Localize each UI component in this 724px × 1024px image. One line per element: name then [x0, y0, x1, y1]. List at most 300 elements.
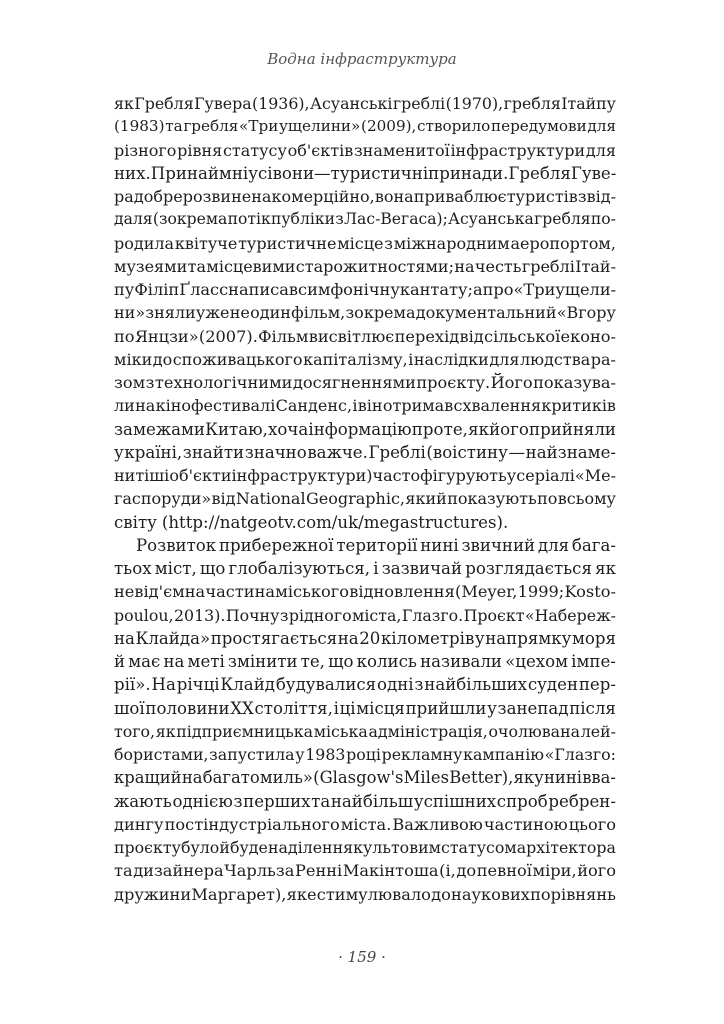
word: пу	[114, 280, 135, 299]
word: шої	[114, 698, 145, 718]
word: квітуче	[174, 233, 238, 253]
word: розвинена	[182, 187, 272, 206]
word: колись	[356, 652, 417, 671]
word: споживацького	[172, 349, 303, 369]
word: Ренні	[294, 861, 343, 881]
word: об'єктів	[287, 140, 354, 160]
word: симфонічну	[298, 280, 400, 299]
word: сільської	[484, 326, 561, 346]
word: і	[373, 559, 379, 578]
page-number: · 159 ·	[338, 948, 386, 966]
word: яку	[513, 768, 544, 788]
word: комерційно,	[271, 187, 375, 206]
word: технологічними	[154, 373, 293, 392]
word: Гуве-	[570, 163, 617, 183]
word: рекламну	[381, 745, 463, 764]
text-line	[114, 511, 616, 534]
body-text	[114, 92, 616, 906]
text-line	[114, 371, 616, 394]
word: наділення	[267, 838, 354, 857]
word: як	[114, 94, 134, 113]
text-line	[114, 813, 616, 836]
word: для	[587, 117, 616, 136]
text-line	[114, 208, 616, 231]
word: прибережної	[218, 535, 334, 555]
word: цього	[568, 814, 616, 834]
word: (1936),	[252, 94, 310, 113]
text-line	[114, 790, 616, 813]
word: усі	[248, 163, 273, 183]
word: Важливою	[392, 814, 483, 834]
word: певної	[476, 861, 532, 881]
word: перших	[243, 791, 311, 811]
word: міського	[275, 582, 350, 602]
word: ребрен-	[548, 791, 616, 811]
word: людства	[519, 349, 591, 369]
word: Асуанська	[448, 210, 534, 229]
word: та	[311, 791, 331, 811]
word: передумови	[490, 117, 587, 136]
word: найбільших	[424, 675, 528, 695]
word: міська	[313, 721, 368, 741]
word: проєкту	[114, 838, 181, 857]
word: еконо-	[560, 326, 616, 346]
word: фігурують	[420, 466, 507, 485]
word: до	[152, 349, 173, 369]
word: один	[250, 303, 291, 323]
word: інфраструктури)	[231, 466, 373, 485]
word: добре	[133, 187, 183, 206]
text-line	[114, 720, 616, 743]
text-line	[114, 627, 616, 650]
word: успішних	[413, 791, 497, 811]
text-line	[114, 139, 616, 162]
word: для	[585, 140, 616, 160]
word: й	[114, 652, 126, 671]
text-line	[114, 418, 616, 441]
word: старожитностями;	[295, 256, 454, 276]
text-line	[114, 557, 616, 580]
text-line	[114, 232, 616, 255]
word: до	[431, 884, 451, 904]
word: місцевими	[206, 256, 296, 276]
word: році	[346, 745, 381, 764]
word: (1970),	[445, 94, 504, 113]
word: та	[165, 117, 183, 136]
text-line	[114, 185, 616, 208]
word: імпе-	[571, 652, 616, 671]
word: «Три	[239, 117, 279, 136]
word: пер-	[578, 675, 616, 695]
word: гребля	[534, 210, 591, 229]
word: Фільм	[258, 326, 309, 346]
word: міста,	[352, 605, 402, 625]
text-line	[114, 348, 616, 371]
word: приваблює	[413, 187, 507, 206]
word: 1999;	[517, 582, 565, 602]
word: Лас-Вегаса);	[344, 210, 448, 229]
word: Geographic,	[305, 489, 406, 509]
word: нині	[543, 768, 582, 788]
word: змінити	[227, 652, 298, 671]
word: багато	[202, 768, 260, 788]
word: називали	[420, 652, 502, 671]
word: на	[454, 256, 475, 276]
word: архітектора	[516, 838, 616, 857]
word: кращий	[114, 768, 182, 788]
word: показують	[447, 489, 537, 509]
text-line	[114, 255, 616, 278]
word: «Набереж-	[524, 605, 616, 625]
word: світу	[114, 512, 157, 532]
word: що	[328, 652, 354, 671]
running-header: Водна інфраструктура	[267, 50, 457, 68]
word: серіалі	[516, 466, 575, 485]
word: найзнаме-	[525, 442, 616, 462]
word: знаменитої	[353, 140, 450, 160]
word: глобалізуються,	[228, 559, 370, 578]
word: об'єкти	[169, 466, 232, 485]
word: зняли	[145, 303, 196, 323]
word: Ітай-	[575, 256, 616, 276]
word: відновлення	[349, 582, 455, 602]
word: кінофестивалі	[155, 396, 276, 416]
word: буде	[229, 838, 268, 857]
text-line	[114, 441, 616, 464]
word: Kosto-	[564, 582, 616, 602]
word: для	[537, 535, 570, 555]
word: на	[181, 768, 203, 788]
word: нині	[420, 535, 459, 555]
word: на	[337, 628, 359, 648]
word: інформацію	[308, 419, 412, 439]
word: статусом	[440, 838, 517, 857]
word: у	[487, 698, 497, 718]
word: жають	[114, 791, 172, 811]
word: Ітайпу	[561, 94, 616, 113]
text-line	[114, 604, 616, 627]
word: (2007).	[198, 326, 258, 346]
word: очолювана	[488, 721, 581, 741]
word: туристичне	[238, 233, 337, 253]
word: —	[508, 442, 526, 462]
word: адміністрація,	[368, 721, 488, 741]
word: тьох	[114, 559, 152, 578]
word: з	[384, 233, 393, 253]
word: створило	[417, 117, 491, 136]
word: стимулювало	[316, 884, 431, 904]
word: «Три	[513, 280, 556, 299]
word: poulou,	[114, 605, 174, 625]
word: (Meyer,	[455, 582, 518, 602]
text-line	[114, 534, 616, 557]
word: від	[211, 489, 236, 509]
text-line	[114, 278, 616, 301]
word: —	[314, 163, 331, 183]
word: простягається	[210, 628, 338, 648]
word: занепад	[497, 698, 569, 718]
paragraph-2	[114, 534, 616, 906]
word: Янцзи»	[134, 326, 199, 346]
word: перехід	[394, 326, 460, 346]
word: Гувера	[194, 94, 252, 113]
word: аеропортом,	[510, 233, 616, 253]
word: до	[456, 861, 477, 881]
word: ущели-	[555, 280, 617, 299]
word: 2013).	[174, 605, 226, 625]
word: 1983	[305, 745, 346, 764]
text-line	[114, 859, 616, 882]
word: найбільш	[330, 791, 414, 811]
word: міки	[114, 349, 153, 369]
word: туристичні	[330, 163, 429, 183]
word: розглядається	[465, 559, 592, 578]
word: звичний	[461, 535, 536, 555]
word: потік	[227, 210, 271, 229]
word: рівня	[177, 140, 223, 160]
word: (зокрема	[152, 210, 228, 229]
word: уже	[195, 303, 230, 323]
word: принади.	[428, 163, 509, 183]
word: миль»	[259, 768, 313, 788]
word: кантату;	[399, 280, 473, 299]
text-line	[114, 162, 616, 185]
word: ці	[339, 698, 356, 718]
word: про	[482, 280, 514, 299]
word: рії».	[114, 675, 151, 695]
word: та	[114, 861, 133, 881]
text-line	[114, 883, 616, 906]
word: як	[155, 721, 176, 741]
word: дружини	[114, 884, 192, 904]
word: у	[114, 442, 124, 462]
word: місця	[356, 698, 405, 718]
text-line	[114, 394, 616, 417]
word: Клайд	[220, 675, 275, 695]
word: у	[506, 466, 517, 485]
word: як	[468, 419, 489, 439]
word: вона	[374, 187, 414, 206]
word: зазвичай	[381, 559, 463, 578]
word: вва-	[582, 768, 616, 788]
word: звід-	[577, 187, 616, 206]
word: з	[335, 210, 344, 229]
paragraph-1	[114, 92, 616, 534]
word: не	[229, 303, 250, 323]
word: який	[405, 489, 447, 509]
word: написав	[228, 280, 299, 299]
word: по	[114, 326, 135, 346]
word: капіталізму,	[303, 349, 408, 369]
word: будувалися	[275, 675, 377, 695]
word: Асуанські	[310, 94, 393, 113]
word: греблі	[392, 94, 446, 113]
word: межами	[133, 419, 205, 439]
word: як	[595, 559, 616, 578]
word: яке	[286, 884, 317, 904]
word: після	[569, 698, 616, 718]
word: прийняли	[529, 419, 616, 439]
word: схвалення	[453, 396, 542, 416]
word: (http://natgeotv.com/uk/megastructures).	[161, 512, 509, 532]
word: рідного	[288, 605, 352, 625]
text-line	[114, 325, 616, 348]
text-line	[114, 650, 616, 673]
word: різного	[114, 140, 177, 160]
word: з	[233, 791, 243, 811]
word: музеями	[114, 256, 188, 276]
word: спроб	[496, 791, 548, 811]
word: і	[352, 396, 358, 416]
word: важче.	[307, 442, 368, 462]
word: (1983)	[114, 117, 165, 136]
word: річці	[176, 675, 220, 695]
word: 20	[359, 628, 381, 648]
word: туристів	[506, 187, 578, 206]
word: ли	[114, 396, 135, 416]
word: підприємницька	[176, 721, 313, 741]
word: культовим	[353, 838, 441, 857]
word: «цехом	[505, 652, 569, 671]
word: по	[537, 489, 558, 509]
text-line	[114, 580, 616, 603]
text-line	[114, 115, 616, 138]
word: Ґласс	[179, 280, 229, 299]
word: з	[145, 373, 155, 392]
word: й	[219, 838, 230, 857]
word: «Глазго:	[544, 745, 616, 764]
word: з	[414, 675, 424, 695]
word: (Glasgow's	[313, 768, 404, 788]
word: по-	[590, 210, 616, 229]
word: проєкту.	[416, 373, 491, 392]
word: а	[472, 280, 483, 299]
word: National	[235, 489, 306, 509]
word: (2009),	[361, 117, 417, 136]
word: Філіп	[134, 280, 180, 299]
word: однією	[172, 791, 233, 811]
word: кампанію	[463, 745, 544, 764]
text-line	[114, 836, 616, 859]
word: досягненнями	[292, 373, 416, 392]
word: дизайнера	[133, 861, 224, 881]
word: Почну	[225, 605, 280, 625]
word: родила	[114, 233, 175, 253]
word: ущелини»	[279, 117, 361, 136]
word: бага-	[571, 535, 616, 555]
word: Китаю,	[205, 419, 268, 439]
word: Глазго.	[401, 605, 464, 625]
word: зокрема	[345, 303, 416, 323]
word: вони	[272, 163, 315, 183]
word: знайти	[182, 442, 245, 462]
word: наукових	[451, 884, 530, 904]
word: зом	[114, 373, 146, 392]
word: Better),	[449, 768, 514, 788]
word: Гребля	[134, 94, 194, 113]
text-line	[114, 673, 616, 696]
word: часто	[372, 466, 421, 485]
word: має	[128, 652, 161, 671]
word: міри,	[532, 861, 577, 881]
text-line	[114, 301, 616, 324]
word: отримав	[382, 396, 454, 416]
word: постіндустріального	[164, 814, 340, 834]
text-line	[114, 697, 616, 720]
word: Проєкт	[463, 605, 525, 625]
word: у	[474, 628, 485, 648]
word: території	[336, 535, 418, 555]
word: Греблі	[368, 442, 426, 462]
word: про	[411, 419, 444, 439]
word: гребля	[503, 94, 561, 113]
word: з	[279, 605, 289, 625]
word: та	[187, 256, 207, 276]
word: частиною	[483, 814, 568, 834]
word: хоча	[268, 419, 309, 439]
word: частина	[205, 582, 276, 602]
word: порівнянь	[530, 884, 616, 904]
word: його	[577, 861, 616, 881]
text-line	[114, 743, 616, 766]
word: висвітлює	[308, 326, 395, 346]
word: Санденс,	[275, 396, 353, 416]
word: ра	[114, 187, 134, 206]
word: на	[163, 652, 185, 671]
word: за	[114, 419, 133, 439]
word: міжнародним	[393, 233, 510, 253]
word: прийшли	[405, 698, 487, 718]
word: документальний	[415, 303, 557, 323]
word: фільм,	[291, 303, 346, 323]
word: показува-	[533, 373, 616, 392]
word: те,	[300, 652, 325, 671]
word: одні	[376, 675, 414, 695]
word: Розвиток	[136, 535, 217, 555]
word: століття,	[254, 698, 333, 718]
text-line	[114, 92, 616, 115]
word: було	[180, 838, 220, 857]
word: ни»	[114, 303, 146, 323]
word: Чарльза	[224, 861, 295, 881]
word: від	[459, 326, 484, 346]
word: місце	[337, 233, 384, 253]
word: даля	[114, 210, 153, 229]
text-line	[114, 464, 616, 487]
word: країні,	[124, 442, 183, 462]
word: і	[408, 349, 414, 369]
word: бористами,	[114, 745, 209, 764]
word: лей-	[580, 721, 616, 741]
word: Гребля	[508, 163, 571, 183]
word: інфраструктури	[450, 140, 586, 160]
word: гребля	[183, 117, 239, 136]
word: Клайда»	[135, 628, 211, 648]
word: на	[114, 628, 135, 648]
word: що	[199, 559, 226, 578]
word: міста.	[340, 814, 392, 834]
word: дингу	[114, 814, 164, 834]
word: запустила	[209, 745, 295, 764]
word: (воістину	[426, 442, 508, 462]
word: на	[135, 396, 156, 416]
word: напрямку	[485, 628, 572, 648]
word: значно	[244, 442, 307, 462]
text-line	[114, 766, 616, 789]
word: кілометрів	[380, 628, 475, 648]
word: того,	[114, 721, 156, 741]
word: Його	[490, 373, 533, 392]
